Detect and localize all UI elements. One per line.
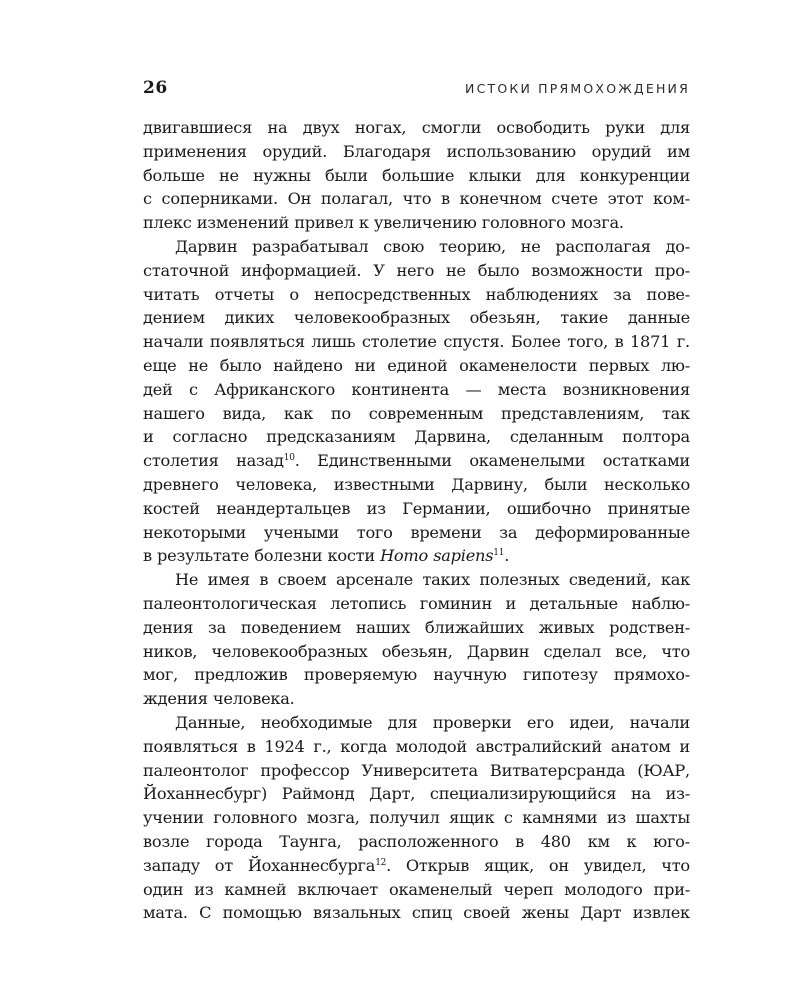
word: ком- — [653, 189, 690, 209]
word: sapiens$^{11}$. — [433, 546, 510, 566]
word: Не — [175, 570, 199, 590]
word: живых — [538, 617, 595, 637]
word: древнего — [143, 474, 219, 494]
word: (ЮАР, — [637, 760, 690, 780]
word: шахты — [635, 808, 690, 828]
word: прямохо- — [613, 665, 690, 685]
word: окаменелыми — [469, 451, 586, 471]
word: он — [548, 855, 569, 875]
word: один — [143, 879, 184, 899]
word: мата. — [143, 903, 188, 923]
word: камней — [224, 879, 287, 899]
text-line — [143, 425, 690, 449]
word: Таунга, — [279, 831, 342, 851]
word: пове- — [646, 284, 690, 304]
word: деформированные — [535, 522, 690, 542]
word: мог, — [143, 665, 178, 685]
text-line — [143, 354, 690, 378]
word: обезьян, — [469, 308, 541, 328]
word: для — [660, 118, 690, 137]
word: своей — [463, 903, 511, 923]
word: не — [445, 260, 466, 280]
word: согласно — [172, 427, 248, 447]
word: применения — [143, 141, 247, 161]
word: своем — [277, 570, 327, 590]
word: ближайших — [424, 617, 524, 637]
word: наших — [355, 617, 410, 637]
word: человека. — [212, 689, 295, 709]
word: первых — [588, 355, 650, 375]
text-line — [143, 592, 690, 616]
word: за — [499, 522, 518, 542]
word: Дарвину, — [451, 474, 528, 494]
word: Раймонд — [281, 784, 355, 804]
word: конкуренции — [579, 165, 690, 185]
word: У — [373, 260, 385, 280]
word: мозга, — [306, 808, 360, 828]
word: из — [606, 808, 626, 828]
word: было — [219, 355, 262, 375]
word: его — [526, 712, 554, 732]
word: научную — [433, 665, 507, 685]
text-line — [143, 901, 690, 925]
word: дения — [143, 617, 194, 637]
word: лишь — [311, 332, 356, 352]
word: больше — [143, 165, 205, 185]
word: за — [208, 617, 226, 637]
word: представлениям, — [500, 403, 645, 423]
word: лю- — [660, 355, 690, 375]
word: окаменелый — [388, 879, 493, 899]
word: камнями — [522, 808, 598, 828]
text-line — [143, 211, 690, 235]
word: города — [206, 831, 263, 851]
text-line — [143, 116, 690, 140]
word: несколько — [603, 474, 690, 494]
word: диких — [224, 308, 275, 328]
word: поведением — [240, 617, 341, 637]
word: палеонтолог — [143, 760, 249, 780]
word: читать — [143, 284, 200, 304]
word: изменений — [196, 213, 290, 233]
word: нашего — [143, 403, 205, 423]
word: расположенного — [358, 831, 499, 851]
word: все, — [615, 641, 648, 661]
word: спиц — [411, 903, 452, 923]
text-line — [143, 711, 690, 735]
word: возле — [143, 831, 190, 851]
word: от — [214, 855, 233, 875]
word: остатками — [602, 451, 690, 471]
text-line — [143, 782, 690, 806]
word: из — [366, 498, 386, 518]
word: жены — [521, 903, 569, 923]
text-line — [143, 497, 690, 521]
word: вида, — [222, 403, 267, 423]
word: головного — [213, 808, 298, 828]
word: сделанным — [509, 427, 604, 447]
word: костей — [143, 498, 200, 518]
word: нужны — [253, 165, 311, 185]
word: юго- — [653, 831, 690, 851]
word: гоминин — [419, 593, 492, 613]
word: Дарт, — [369, 784, 416, 804]
word: человека, — [235, 474, 317, 494]
word: палеонтологическая — [143, 593, 317, 613]
text-line — [143, 235, 690, 259]
word: континента — [351, 379, 450, 399]
footnote-ref: 12 — [375, 857, 387, 868]
word: статочной — [143, 260, 230, 280]
word: летопись — [330, 593, 407, 613]
word: и — [505, 593, 517, 613]
text-line — [143, 330, 690, 354]
word: Данные, — [175, 712, 246, 732]
word: км — [587, 831, 610, 851]
word: неандертальцев — [216, 498, 351, 518]
word: молодого — [564, 879, 643, 899]
word: спустя. — [443, 332, 505, 352]
word: современным — [368, 403, 484, 423]
word: Он — [287, 189, 312, 209]
word: некоторыми — [143, 522, 247, 542]
word: появляться — [143, 736, 238, 756]
running-head — [143, 78, 690, 104]
word: болезни — [254, 546, 323, 566]
text-line — [143, 735, 690, 759]
text-line — [143, 663, 690, 687]
word: имея — [207, 570, 250, 590]
word: наблюдениях — [485, 284, 598, 304]
word: непосредственных — [314, 284, 471, 304]
word: соперниками. — [161, 189, 278, 209]
word: Университета — [361, 760, 478, 780]
word: по — [330, 403, 351, 423]
word: места — [497, 379, 547, 399]
word: Дарт — [580, 903, 622, 923]
word: череп — [503, 879, 554, 899]
word: Дарвина, — [414, 427, 491, 447]
text-line — [143, 259, 690, 283]
word: информацией. — [241, 260, 362, 280]
word: было — [477, 260, 520, 280]
word: были — [325, 165, 368, 185]
word: кости — [327, 546, 375, 566]
word: ящик — [449, 808, 495, 828]
word: принятые — [607, 498, 690, 518]
word: и — [679, 736, 690, 756]
word: ждения — [143, 689, 208, 709]
word: конечном — [459, 189, 542, 209]
text-line — [143, 568, 690, 592]
word: столетие — [361, 332, 437, 352]
word: к — [358, 213, 369, 233]
word: гипотезу — [522, 665, 598, 685]
word: не — [218, 165, 239, 185]
word: анатом — [610, 736, 671, 756]
word: про- — [654, 260, 690, 280]
word: получил — [369, 808, 440, 828]
word: г. — [676, 332, 690, 352]
word: 480 — [540, 831, 571, 851]
text-line — [143, 830, 690, 854]
text-line — [143, 140, 690, 164]
word: при- — [653, 879, 690, 899]
word: родствен- — [609, 617, 690, 637]
word: клыки — [468, 165, 522, 185]
word: на — [267, 118, 288, 137]
chapter-title: ИСТОКИ ПРЯМОХОЖДЕНИЯ — [465, 81, 690, 96]
word: с — [503, 808, 513, 828]
word: отчеты — [214, 284, 275, 304]
word: в — [246, 736, 256, 756]
word: детальные — [529, 593, 618, 613]
word: что — [402, 189, 432, 209]
word: большие — [382, 165, 455, 185]
word: Африканского — [214, 379, 335, 399]
footnote-ref: 10 — [283, 453, 295, 464]
word — [380, 544, 428, 568]
word: предсказаниям — [266, 427, 396, 447]
word: полтора — [622, 427, 690, 447]
word: результате — [157, 546, 250, 566]
text-line — [143, 187, 690, 211]
page-number: 26 — [143, 78, 168, 98]
word: вязальных — [313, 903, 401, 923]
word: назад$^{10}$. — [236, 451, 300, 471]
word: Йоханнесбурга$^{12}$. — [247, 855, 392, 875]
word: в — [515, 831, 524, 851]
word: арсенале — [336, 570, 413, 590]
word: за — [613, 284, 632, 304]
word: профессор — [260, 760, 350, 780]
word: полагал, — [320, 189, 393, 209]
word: возникновения — [562, 379, 690, 399]
text-line — [143, 806, 690, 830]
word: мозга. — [570, 213, 624, 233]
word: когда — [340, 736, 387, 756]
text-line — [143, 164, 690, 188]
word: с — [188, 379, 198, 399]
word: проверяемую — [303, 665, 418, 685]
word: о — [289, 284, 299, 304]
text-line — [143, 473, 690, 497]
word: в — [259, 570, 269, 590]
word: как — [660, 570, 690, 590]
word: времени — [410, 522, 482, 542]
word: к — [626, 831, 637, 851]
word: для — [535, 165, 566, 185]
word: С — [199, 903, 212, 923]
word: Более — [510, 332, 561, 352]
word: такие — [560, 308, 609, 328]
word: из- — [665, 784, 690, 804]
word: найдено — [273, 355, 343, 375]
word: использованию — [446, 141, 576, 161]
word: Германии, — [402, 498, 491, 518]
book-page — [143, 78, 690, 925]
text-line — [143, 544, 690, 568]
word: дением — [143, 308, 205, 328]
word: привел — [294, 213, 354, 233]
word: руки — [605, 118, 645, 137]
word: были — [544, 474, 588, 494]
word: головного — [481, 213, 566, 233]
word: начали — [143, 332, 204, 352]
word: увеличению — [373, 213, 477, 233]
word: Витватерсранда — [489, 760, 626, 780]
word: единой — [387, 355, 448, 375]
word: включает — [297, 879, 378, 899]
word: орудий — [591, 141, 652, 161]
word: него — [396, 260, 435, 280]
word: столетия — [143, 451, 219, 471]
word: двигавшиеся — [143, 118, 253, 137]
word: появляться — [209, 332, 305, 352]
word: увидел, — [583, 855, 647, 875]
text-line — [143, 854, 690, 878]
word: начали — [629, 712, 690, 732]
italic-text: Homo — [380, 546, 429, 566]
text-line — [143, 616, 690, 640]
word: дей — [143, 379, 173, 399]
word: им — [667, 141, 690, 161]
word: что — [661, 641, 690, 661]
word: учении — [143, 808, 204, 828]
word: молодой — [395, 736, 467, 756]
word: ногах, — [354, 118, 407, 137]
text-line — [143, 378, 690, 402]
word: австралийский — [475, 736, 602, 756]
text-line — [143, 521, 690, 545]
word: 1871 — [630, 332, 671, 352]
text-line — [143, 402, 690, 426]
italic-text: sapiens — [433, 546, 494, 566]
word: проверки — [432, 712, 512, 732]
text-line — [143, 878, 690, 902]
word: из — [194, 879, 214, 899]
word: этот — [607, 189, 644, 209]
word: Дарвин — [175, 236, 238, 256]
body-text — [143, 116, 690, 925]
word: не — [188, 355, 209, 375]
word: западу — [143, 855, 200, 875]
word: освободить — [496, 118, 590, 137]
word: плекс — [143, 213, 192, 233]
word: ни — [354, 355, 376, 375]
text-line — [143, 640, 690, 664]
word: счете — [551, 189, 598, 209]
word: с — [143, 189, 152, 209]
word: идеи, — [569, 712, 615, 732]
text-line — [143, 687, 690, 711]
word: Открыв — [405, 855, 470, 875]
word: сведений, — [568, 570, 652, 590]
word: в — [440, 189, 450, 209]
word: возможности — [531, 260, 643, 280]
word: располагая — [555, 236, 651, 256]
word: теорию, — [438, 236, 506, 256]
footnote-ref: 11 — [493, 548, 505, 559]
word: человекообразных — [211, 641, 368, 661]
word: Единственными — [317, 451, 452, 471]
word: так — [661, 403, 690, 423]
word: не — [520, 236, 541, 256]
word: сделал — [543, 641, 601, 661]
word: — — [465, 379, 482, 399]
word: г., — [313, 736, 332, 756]
word: на — [630, 784, 651, 804]
word: данные — [627, 308, 690, 328]
word: еще — [143, 355, 177, 375]
word: орудий. — [262, 141, 328, 161]
word: необходимые — [260, 712, 373, 732]
word: таких — [422, 570, 470, 590]
word: что — [661, 855, 690, 875]
word: специализирующийся — [429, 784, 617, 804]
word: извлек — [632, 903, 690, 923]
word: помощью — [222, 903, 302, 923]
word: как — [283, 403, 314, 423]
word: наблю- — [631, 593, 690, 613]
word: свою — [383, 236, 425, 256]
word: двух — [302, 118, 340, 137]
word: 1924 — [264, 736, 305, 756]
word: человекообразных — [293, 308, 450, 328]
word: в — [614, 332, 624, 352]
word: до- — [665, 236, 690, 256]
word: окаменелости — [459, 355, 578, 375]
word: того, — [567, 332, 609, 352]
word: ящик, — [483, 855, 535, 875]
text-line — [143, 759, 690, 783]
word: и — [143, 427, 154, 447]
text-line — [143, 283, 690, 307]
word: известными — [333, 474, 435, 494]
word: того — [356, 522, 393, 542]
word: Благодаря — [342, 141, 431, 161]
word: разрабатывал — [252, 236, 369, 256]
text-line — [143, 449, 690, 473]
word: для — [387, 712, 418, 732]
word: ошибочно — [506, 498, 592, 518]
text-line — [143, 306, 690, 330]
word: Йоханнесбург) — [143, 784, 268, 804]
word: учеными — [263, 522, 339, 542]
word: предложив — [194, 665, 288, 685]
word: полезных — [479, 570, 560, 590]
word: смогли — [421, 118, 482, 137]
word: ников, — [143, 641, 198, 661]
word: обезьян, — [381, 641, 453, 661]
word: в — [143, 546, 152, 566]
word: Дарвин — [466, 641, 530, 661]
